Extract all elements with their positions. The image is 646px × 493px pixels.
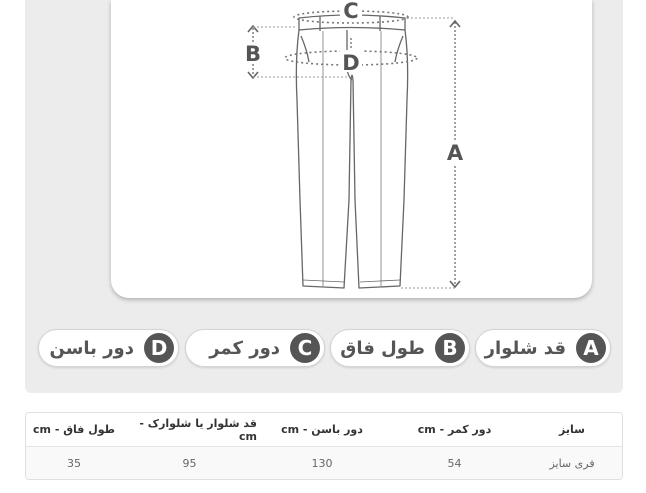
legend-badge-c: C [290,333,320,363]
cell-hip: 130 [311,457,333,470]
legend-label-rise: طول فاق [340,337,425,359]
label-c: C [343,0,359,23]
legend-waist [185,329,325,367]
legend-length [475,329,611,367]
header-hip: دور باسن - cm [281,423,363,436]
label-d: D [342,51,360,75]
legend-label-waist: دور کمر [209,337,280,359]
header-waist: دور کمر - cm [417,423,492,436]
header-length: قد شلوار یا شلوارک - cm [139,416,257,443]
header-size: سایز [559,423,585,436]
legend-badge-d: D [144,333,174,363]
size-table [25,412,623,480]
legend-badge-b: B [435,333,465,363]
pants-measurement-diagram [111,0,592,298]
table-row [26,447,622,480]
table-header-row [26,413,622,447]
legend-label-hip: دور باسن [49,337,134,359]
cell-length: 95 [182,457,197,470]
header-rise: طول فاق - cm [33,423,116,436]
label-b: B [244,42,262,66]
legend-rise [330,329,470,367]
legend-badge-a: A [576,333,606,363]
cell-size: فری سایز [549,457,595,470]
pants-diagram-card [111,0,592,298]
cell-rise: 35 [67,457,81,470]
legend-hip [38,329,179,367]
legend-label-length: قد شلوار [484,337,566,359]
cell-waist: 54 [447,457,462,470]
size-guide-panel [25,0,623,393]
label-a: A [446,141,464,165]
